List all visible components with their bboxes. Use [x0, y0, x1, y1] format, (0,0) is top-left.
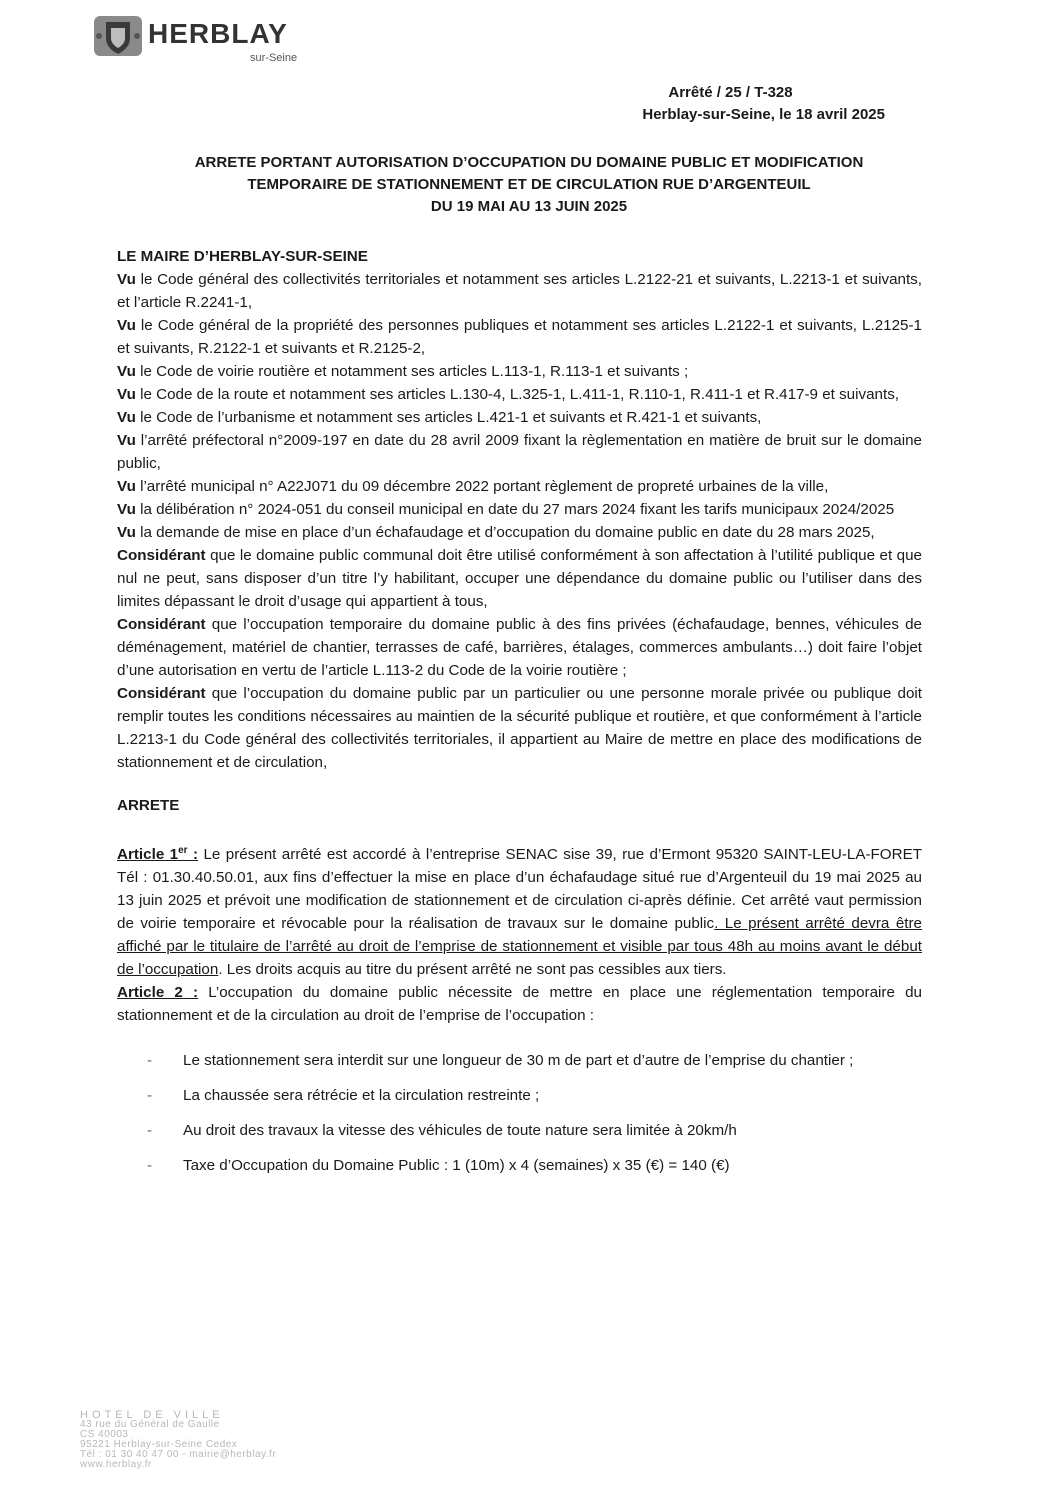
consideration-paragraph: Considérant que le domaine public communal doit être utilisé conformément à son affectation à l’utilité publique et que nul ne peut, sans disposer d’un titre l’y habilitant, occuper une dépendance du domaine public ou l’utiliser dans des limites dépassant le droit d’usage qui appartient à tous,	[117, 547, 922, 610]
title-line-3: DU 19 MAI AU 13 JUIN 2025	[430, 198, 628, 215]
list-item: - Au droit des travaux la vitesse des véhicules de toute nature sera limitée à 20km/h	[117, 1113, 922, 1148]
measures-list	[117, 1043, 922, 1183]
article-2-label: Article 2 :	[117, 984, 199, 1002]
consideration-paragraph: Vu le Code général des collectivités territoriales et notamment ses articles L.2122-21 et suivants, L.2213-1 et suivants, et l’article R.2241-1,	[117, 271, 922, 311]
article-1-underlined: . Le présent arrêté devra être affiché par le titulaire de l’arrêté au droit de l’emprise de stationnement et visible par tous 48h au moins avant le début de l’occupation	[117, 915, 922, 979]
place-date: Herblay-sur-Seine, le 18 avril 2025	[642, 106, 885, 123]
list-item: - La chaussée sera rétrécie et la circulation restreinte ;	[117, 1078, 922, 1113]
list-item: - Taxe d’Occupation du Domaine Public : 1 (10m) x 4 (semaines) x 35 (€) = 140 (€)	[117, 1148, 922, 1183]
consideration-paragraph: Vu la délibération n° 2024-051 du conseil municipal en date du 27 mars 2024 fixant les tarifs municipaux 2024/2025	[117, 501, 895, 518]
footer-address: HOTEL DE VILLE 43 rue du Général de Gaulle CS 40003 95221 Herblay-sur-Seine Cedex Tél : 01 30 40 47 00 - mairie@herblay.fr www.herblay.fr	[80, 1409, 277, 1470]
document-title	[120, 152, 938, 218]
consideration-paragraph: Vu la demande de mise en place d’un échafaudage et d’occupation du domaine public en date du 28 mars 2025,	[117, 524, 875, 541]
consideration-paragraph: Vu le Code général de la propriété des personnes publiques et notamment ses articles L.2122-1 et suivants, L.2125-1 et suivants, R.2122-1 et suivants et R.2125-2,	[117, 317, 922, 357]
consideration-paragraph: Vu le Code de la route et notamment ses articles L.130-4, L.325-1, L.411-1, R.110-1, R.411-1 et R.417-9 et suivants,	[117, 386, 900, 403]
document-body	[117, 245, 922, 1183]
title-line-2: TEMPORAIRE DE STATIONNEMENT ET DE CIRCULATION RUE D’ARGENTEUIL	[247, 176, 811, 193]
title-line-1: ARRETE PORTANT AUTORISATION D’OCCUPATION DU DOMAINE PUBLIC ET MODIFICATION	[194, 154, 864, 171]
consideration-paragraph: Vu l’arrêté municipal n° A22J071 du 09 décembre 2022 portant règlement de propreté urbaines de la ville,	[117, 478, 829, 495]
article-1: Article 1er : Le présent arrêté est accordé à l’entreprise SENAC sise 39, rue d’Ermont 95320 SAINT-LEU-LA-FORET Tél : 01.30.40.50.01, aux fins d’effectuer la mise en place d’un échafaudage situé rue d’Argenteuil du 19 mai 2025 au 13 juin 2025 et prévoit une modification de stationnement et de circulation ci-après définie. Cet arrêté vaut permission de voirie temporaire et révocable pour la réalisation de travaux sur le domaine public. Le présent arrêté devra être affiché par le titulaire de l’arrêté au droit de l’emprise de stationnement et visible par tous 48h au moins avant le début de l’occupation. Les droits acquis au titre du présent arrêté ne sont pas cessibles aux tiers.	[117, 845, 922, 979]
arrete-number: Arrêté / 25 / T-328	[668, 84, 793, 101]
consideration-paragraph: Vu le Code de l’urbanisme et notamment ses articles L.421-1 et suivants et R.421-1 et suivants,	[117, 409, 762, 426]
arrete-heading: ARRETE	[117, 797, 180, 814]
article-2: Article 2 : L’occupation du domaine public nécessite de mettre en place une réglementation temporaire du stationnement et de la circulation au droit de l’emprise de l’occupation :	[117, 984, 922, 1025]
city-crest-icon	[92, 14, 144, 58]
herblay-logo	[92, 10, 312, 66]
consideration-paragraph: Considérant que l’occupation temporaire du domaine public à des fins privées (échafaudage, bennes, véhicules de déménagement, matériel de chantier, terrasses de café, barrières, étalages, commerces ambulants…) doit faire l’objet d’une autorisation en vertu de l’article L.113-2 du Code de la voirie routière ;	[117, 616, 922, 679]
consideration-paragraph: Vu le Code de voirie routière et notamment ses articles L.113-1, R.113-1 et suivants ;	[117, 363, 689, 380]
logo-subtitle: sur-Seine	[250, 52, 298, 64]
article-1-label: Article 1er :	[117, 845, 199, 864]
logo-name: HERBLAY	[148, 18, 288, 49]
consideration-paragraph: Considérant que l’occupation du domaine public par un particulier ou une personne morale privée ou publique doit remplir toutes les conditions nécessaires au maintien de la sécurité publique et routière, et que conformément à l’article L.2213-1 du Code général des collectivités territoriales, il appartient au Maire de mettre en place des modifications de stationnement et de circulation,	[117, 685, 922, 771]
reference-block	[642, 82, 885, 126]
list-item: - Le stationnement sera interdit sur une longueur de 30 m de part et d’autre de l’emprise du chantier ;	[117, 1043, 922, 1078]
mayor-heading: LE MAIRE D’HERBLAY-SUR-SEINE	[117, 248, 368, 265]
consideration-paragraph: Vu l’arrêté préfectoral n°2009-197 en date du 28 avril 2009 fixant la règlementation en matière de bruit sur le domaine public,	[117, 432, 922, 472]
